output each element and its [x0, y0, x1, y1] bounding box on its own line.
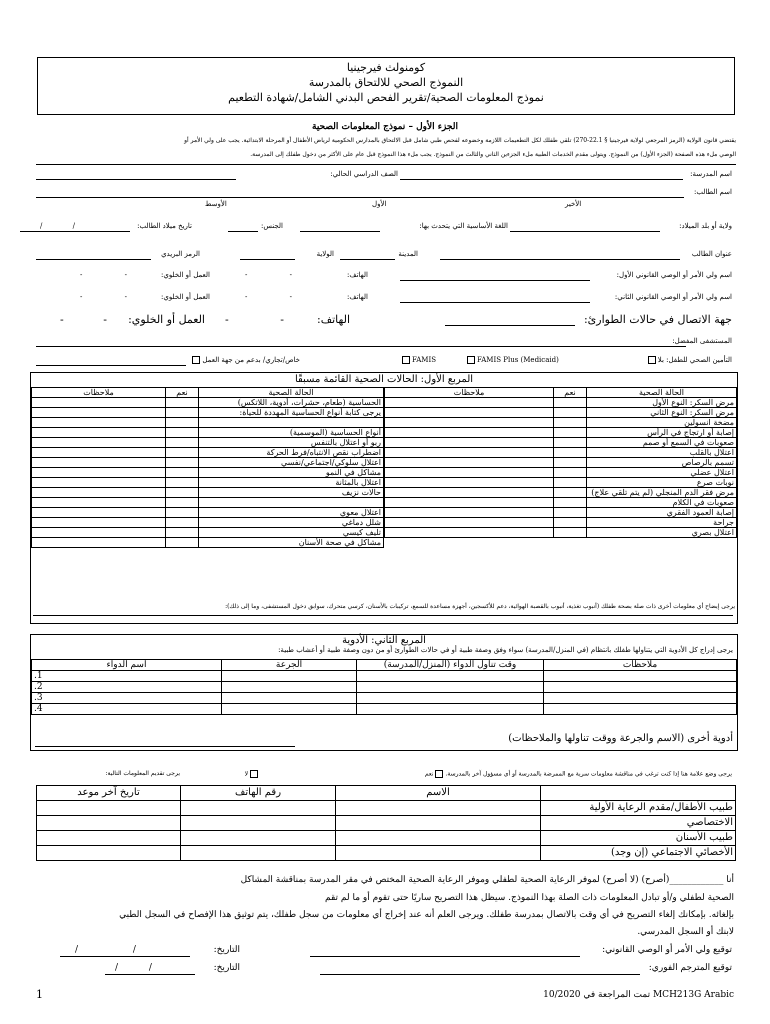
- med-notes-cell[interactable]: [544, 682, 737, 693]
- notes-cell[interactable]: [32, 468, 166, 478]
- medication-row: [32, 693, 737, 704]
- condition-label: [199, 418, 384, 428]
- yes-cell[interactable]: [554, 428, 587, 438]
- right-col-notes: ملاحظات: [385, 388, 554, 398]
- guardian2-phone-input[interactable]: - -: [245, 293, 312, 301]
- providers-table: [36, 785, 736, 861]
- med-dose-cell[interactable]: [222, 682, 357, 693]
- condition-label: [199, 498, 384, 508]
- header-line3: نموذج المعلومات الصحية/تقرير الفحص البدني الشامل/شهادة التطعيم: [228, 91, 544, 104]
- yes-cell[interactable]: [554, 448, 587, 458]
- box1: [30, 372, 738, 624]
- emergency-work-input[interactable]: - -: [60, 313, 125, 326]
- condition-label: أنواع الحساسية (الموسمية): [199, 428, 384, 438]
- condition-row: [385, 418, 737, 428]
- state-label: الولاية: [316, 250, 334, 258]
- condition-label: تليف كيسي: [199, 528, 384, 538]
- yes-cell[interactable]: [166, 448, 199, 458]
- condition-row: [385, 498, 737, 508]
- yes-cell[interactable]: [166, 508, 199, 518]
- yes-cell[interactable]: [166, 468, 199, 478]
- sig1-input[interactable]: [310, 956, 580, 957]
- condition-label: اعتلال بصري: [587, 528, 737, 538]
- condition-label: مشاكل في صحة الأسنان: [199, 538, 384, 548]
- guardian1-label: اسم ولي الأمر أو الوصي القانوني الأول:: [616, 271, 732, 279]
- med-time-cell[interactable]: [357, 693, 544, 704]
- sig2-date-line: [105, 974, 195, 975]
- consent-no-checkbox[interactable]: [250, 770, 258, 778]
- sig2-label: توقيع المترجم الفوري:: [648, 963, 732, 973]
- header-line2: النموذج الصحي للالتحاق بالمدرسة: [308, 76, 464, 89]
- yes-cell[interactable]: [554, 478, 587, 488]
- yes-cell[interactable]: [166, 428, 199, 438]
- yes-cell[interactable]: [166, 398, 199, 408]
- famis-plus-option: FAMIS Plus (Medicaid): [465, 356, 559, 365]
- sig1-date-input[interactable]: / /: [75, 945, 162, 955]
- condition-label: يرجى كتابة أنواع الحساسية المهددة للحياة:: [199, 408, 384, 418]
- meds-col-notes: ملاحظات: [544, 660, 737, 671]
- condition-row: [32, 498, 384, 508]
- emergency-label: جهة الاتصال في حالات الطوارئ:: [583, 313, 732, 326]
- consent-para1: أنا ____________(أصرح) (لا أصرح) لموفر الرعاية الصحية لطفلي وموفر الرعاية الصحية المختص في مقر المدرسة بمناقشة المشاكل: [240, 875, 734, 885]
- guardian2-phone-label: الهاتف:: [347, 293, 368, 301]
- sig1-label: توقيع ولي الأمر أو الوصي القانوني:: [602, 945, 732, 955]
- med-notes-cell[interactable]: [544, 704, 737, 715]
- consent-yes-checkbox[interactable]: [435, 770, 443, 778]
- insurance-label: التأمين الصحي للطفل: بلا: [646, 356, 732, 365]
- notes-cell[interactable]: [385, 438, 554, 448]
- header-box: [37, 57, 735, 115]
- consent-provide: يرجى تقديم المعلومات التالية:: [105, 770, 180, 777]
- condition-row: [385, 458, 737, 468]
- yes-cell[interactable]: [166, 488, 199, 498]
- language-input[interactable]: [300, 231, 380, 232]
- consent-no: لا: [245, 770, 260, 779]
- medication-row: [32, 671, 737, 682]
- notes-cell[interactable]: [385, 478, 554, 488]
- guardian2-work-label: العمل أو الخلوي:: [161, 293, 210, 301]
- condition-row: [385, 508, 737, 518]
- yes-cell[interactable]: [166, 458, 199, 468]
- notes-cell[interactable]: [32, 508, 166, 518]
- medication-row: [32, 704, 737, 715]
- provider-phone-cell[interactable]: [181, 846, 336, 861]
- med-name-cell[interactable]: .2: [32, 682, 222, 693]
- box2-title: المربع الثاني: الأدوية: [342, 635, 426, 646]
- condition-label: صعوبات في الكلام: [587, 498, 737, 508]
- condition-label: ربو أو اعتلال بالتنفس: [199, 438, 384, 448]
- notes-cell[interactable]: [32, 398, 166, 408]
- condition-row: [385, 478, 737, 488]
- condition-row: [32, 418, 384, 428]
- provider-row: [37, 801, 736, 816]
- yes-cell[interactable]: [554, 508, 587, 518]
- dob-label: تاريخ ميلاد الطالب:: [137, 222, 192, 230]
- meds-col-dose: الجرعة: [222, 660, 357, 671]
- address-input[interactable]: [440, 259, 680, 260]
- notes-cell[interactable]: [385, 428, 554, 438]
- yes-cell[interactable]: [166, 538, 199, 548]
- notes-cell[interactable]: [32, 518, 166, 528]
- meds-col-name: اسم الدواء: [32, 660, 222, 671]
- gender-input[interactable]: [228, 231, 258, 232]
- consent-question: يرجى وضع علامة هنا إذا كنت ترغب في مناقشة معلومات سرية مع الممرضة بالمدرسة أو أي مسؤول آخر بالمدرسة.نعم: [424, 770, 732, 778]
- condition-row: [32, 468, 384, 478]
- providers-col-date: تاريخ آخر موعد: [37, 786, 181, 801]
- provider-name-cell[interactable]: [336, 816, 541, 831]
- address-label: عنوان الطالب: [691, 250, 732, 258]
- condition-label: مرض السكر: النوع الثاني: [587, 408, 737, 418]
- condition-row: [385, 408, 737, 418]
- yes-cell[interactable]: [554, 468, 587, 478]
- med-name-cell[interactable]: .3: [32, 693, 222, 704]
- grade-input[interactable]: [36, 179, 236, 180]
- condition-row: [32, 438, 384, 448]
- school-name-label: اسم المدرسة:: [690, 170, 732, 178]
- condition-label: اعتلال بالقلب: [587, 448, 737, 458]
- condition-label: مضخة انسولين: [587, 418, 737, 428]
- yes-cell[interactable]: [554, 518, 587, 528]
- provider-phone-cell[interactable]: [181, 801, 336, 816]
- consent-para2: الصحية لطفلي و/أو تبادل المعلومات ذات الصلة بهذا النموذج. سيظل هذا التصريح ساريًا حتى تقوم أو ما لم تقم: [324, 893, 734, 903]
- box2-other: أدوية أخرى (الاسم والجرعة ووقت تناولها والملاحظات): [508, 733, 733, 744]
- condition-row: [32, 428, 384, 438]
- middle-name-caption: الأوسط: [205, 200, 227, 208]
- provider-label: طبيب الأسنان: [541, 831, 736, 846]
- provider-label: طبيب الأطفال/مقدم الرعاية الأولية: [541, 801, 736, 816]
- notes-cell[interactable]: [385, 508, 554, 518]
- condition-row: [385, 398, 737, 408]
- student-name-input[interactable]: [36, 197, 684, 198]
- guardian2-label: اسم ولي الأمر أو الوصي القانوني الثاني:: [614, 293, 732, 301]
- dob-input[interactable]: / /: [40, 222, 89, 230]
- condition-row: [32, 508, 384, 518]
- yes-cell[interactable]: [554, 408, 587, 418]
- box1-title: المربع الأول: الحالات الصحية القائمة مسبقًا: [294, 374, 474, 385]
- meds-table: [31, 659, 737, 715]
- box1-right-table: [384, 387, 737, 538]
- condition-label: اعتلال عضلي: [587, 468, 737, 478]
- condition-label: إصابة العمود الفقري: [587, 508, 737, 518]
- student-name-label: اسم الطالب:: [693, 188, 732, 196]
- emergency-phone-input[interactable]: - -: [225, 313, 308, 326]
- condition-label: شلل دماغي: [199, 518, 384, 528]
- guardian2-input[interactable]: [400, 302, 590, 303]
- condition-label: صعوبات في السمع أو صمم: [587, 438, 737, 448]
- notes-cell[interactable]: [32, 418, 166, 428]
- med-dose-cell[interactable]: [222, 671, 357, 682]
- provider-date-cell[interactable]: [37, 816, 181, 831]
- yes-cell[interactable]: [554, 398, 587, 408]
- condition-label: الحساسية (طعام، حشرات، أدوية، اللاتكس): [199, 398, 384, 408]
- notes-cell[interactable]: [385, 458, 554, 468]
- providers-col-phone: رقم الهاتف: [181, 786, 336, 801]
- private-option: خاص/تجاري/ بدعم من جهة العمل: [190, 356, 300, 365]
- notes-cell[interactable]: [32, 478, 166, 488]
- med-time-cell[interactable]: [357, 704, 544, 715]
- notes-cell[interactable]: [32, 448, 166, 458]
- condition-label: إصابة أو ارتجاج في الرأس: [587, 428, 737, 438]
- provider-date-cell[interactable]: [37, 846, 181, 861]
- condition-label: مرض السكر: النوع الأول: [587, 398, 737, 408]
- birth-state-label: ولاية أو بلد الميلاد:: [679, 222, 732, 230]
- condition-row: [385, 428, 737, 438]
- med-name-cell[interactable]: .1: [32, 671, 222, 682]
- insurance-none-checkbox[interactable]: [648, 356, 656, 364]
- sig1-date-line: [60, 956, 190, 957]
- yes-cell[interactable]: [166, 438, 199, 448]
- box2-intro: يرجى إدراج كل الأدوية التي يتناولها طفلك بانتظام (في المنزل/المدرسة) سواء وفق وصفة طبية أو في حالات الطوارئ أو من دون وصفة طبية أو أعشاب طبية:: [278, 646, 733, 654]
- box1-devices-text: يرجى إيضاح أي معلومات أخرى ذات صلة بصحة طفلك (أنبوب تغذية، أنبوب بالقصبة الهوائية، دعم للأكسجين، أجهزة مساعدة للسمع، تركيبات بالأسنان، كرسي متحرك، سوابق دخول المستشفى، وما إلى ذلك):: [225, 603, 735, 610]
- revision-note: MCH213G Arabic تمت المراجعة في 10/2020: [543, 990, 734, 1000]
- condition-label: تسمم بالرصاص: [587, 458, 737, 468]
- divider: [36, 164, 736, 165]
- condition-label: حالات نزيف: [199, 488, 384, 498]
- notes-cell[interactable]: [385, 498, 554, 508]
- box2: [30, 634, 738, 751]
- gender-label: الجنس:: [261, 222, 283, 230]
- page-number: 1: [36, 988, 43, 1001]
- state-input[interactable]: [240, 259, 295, 260]
- notes-cell[interactable]: [32, 428, 166, 438]
- yes-cell[interactable]: [554, 528, 587, 538]
- condition-row: [32, 448, 384, 458]
- provider-label: الاختصاصي: [541, 816, 736, 831]
- intro-line2: الوصي ملء هذه الصفحة (الجزء الأول) من النموذج. ويتولى مقدم الخدمات الطبية ملء الجزءين الثاني والثالث من النموذج. يجب ملء هذا النموذج قبل عام على الأكثر من دخول طفلك إلى المدرسة.: [250, 151, 736, 158]
- yes-cell[interactable]: [166, 418, 199, 428]
- provider-row: [37, 846, 736, 861]
- right-col-condition: الحالة الصحية: [587, 388, 737, 398]
- famis-checkbox[interactable]: [402, 356, 410, 364]
- provider-phone-cell[interactable]: [181, 816, 336, 831]
- condition-row: [32, 538, 384, 548]
- consent-para4: لابنك أو السجل المدرسي.: [637, 927, 734, 937]
- part1-title: الجزء الأول – نموذج المعلومات الصحية: [312, 122, 458, 132]
- yes-cell[interactable]: [554, 498, 587, 508]
- notes-cell[interactable]: [32, 498, 166, 508]
- intro-line1: يقتضي قانون الولاية (الرمز المرجعي لولاية فيرجينيا § 22.1-270) تلقي طفلك لكل التطعيمات اللازمة وخضوعه لفحص طبي شامل قبل الالتحاق بالمدارس الحكومية لرياض الأطفال أو المرحلة الابتدائية. يجب على ولي الأمر أو: [184, 137, 736, 144]
- dob-line: [20, 231, 130, 232]
- box1-devices-input[interactable]: [33, 615, 733, 616]
- condition-row: [385, 488, 737, 498]
- condition-row: [32, 488, 384, 498]
- med-time-cell[interactable]: [357, 682, 544, 693]
- med-name-cell[interactable]: .4: [32, 704, 222, 715]
- notes-cell[interactable]: [385, 488, 554, 498]
- yes-cell[interactable]: [166, 478, 199, 488]
- condition-label: اضطراب نقص الانتباه/فرط الحركة: [199, 448, 384, 458]
- hospital-input[interactable]: [36, 346, 686, 347]
- yes-cell[interactable]: [554, 438, 587, 448]
- consent-para3: بإلغائه. بإمكانك إلغاء التصريح في أي وقت بالاتصال بمدرسة طفلك. ويرجى العلم أنه عند إخراج أي معلومات من سجل طفلك، يتم توثيق هذا الإفصاح في السجل الطبي: [119, 910, 734, 920]
- med-dose-cell[interactable]: [222, 693, 357, 704]
- last-name-caption: الأخير: [565, 200, 582, 208]
- condition-label: اعتلال معوي: [199, 508, 384, 518]
- condition-row: [32, 518, 384, 528]
- notes-cell[interactable]: [385, 448, 554, 458]
- sig1-date-label: التاريخ:: [213, 945, 240, 955]
- emergency-phone-label: الهاتف:: [317, 313, 350, 326]
- condition-row: [385, 468, 737, 478]
- notes-cell[interactable]: [385, 468, 554, 478]
- providers-col-label: [541, 786, 736, 801]
- provider-name-cell[interactable]: [336, 846, 541, 861]
- private-input[interactable]: [36, 365, 186, 366]
- med-time-cell[interactable]: [357, 671, 544, 682]
- emergency-input[interactable]: [445, 325, 575, 326]
- language-label: اللغة الأساسية التي يتحدث بها:: [419, 222, 508, 230]
- medication-row: [32, 682, 737, 693]
- first-name-caption: الأول: [372, 200, 387, 208]
- sig2-input[interactable]: [320, 974, 640, 975]
- condition-row: [385, 438, 737, 448]
- notes-cell[interactable]: [385, 398, 554, 408]
- city-label: المدينة: [398, 250, 418, 258]
- hospital-label: المستشفى المفضل:: [672, 337, 732, 345]
- condition-label: مشاكل في النمو: [199, 468, 384, 478]
- notes-cell[interactable]: [32, 488, 166, 498]
- med-notes-cell[interactable]: [544, 693, 737, 704]
- header-line1: كومنولث فيرجينيا: [346, 61, 426, 74]
- yes-cell[interactable]: [166, 528, 199, 538]
- notes-cell[interactable]: [385, 528, 554, 538]
- guardian1-work-label: العمل أو الخلوي:: [161, 271, 210, 279]
- condition-row: [32, 408, 384, 418]
- zip-input[interactable]: [36, 259, 151, 260]
- famis-plus-checkbox[interactable]: [467, 356, 475, 364]
- condition-label: نوبات صرع: [587, 478, 737, 488]
- condition-row: [32, 458, 384, 468]
- meds-col-time: وقت تناول الدواء (المنزل/المدرسة): [357, 660, 544, 671]
- guardian1-input[interactable]: [400, 280, 590, 281]
- provider-name-cell[interactable]: [336, 831, 541, 846]
- sig2-date-label: التاريخ:: [213, 963, 240, 973]
- guardian1-work-input[interactable]: - -: [80, 271, 147, 279]
- birth-state-input[interactable]: [510, 231, 660, 232]
- med-notes-cell[interactable]: [544, 671, 737, 682]
- grade-label: الصف الدراسي الحالي:: [330, 170, 398, 178]
- condition-row: [32, 528, 384, 538]
- provider-phone-cell[interactable]: [181, 831, 336, 846]
- condition-row: [32, 478, 384, 488]
- private-checkbox[interactable]: [192, 356, 200, 364]
- left-col-yes: نعم: [166, 388, 199, 398]
- notes-cell[interactable]: [32, 438, 166, 448]
- notes-cell[interactable]: [385, 518, 554, 528]
- sig2-date-input[interactable]: / /: [115, 963, 166, 973]
- notes-cell[interactable]: [32, 528, 166, 538]
- notes-cell[interactable]: [32, 408, 166, 418]
- condition-row: [385, 448, 737, 458]
- yes-cell[interactable]: [166, 498, 199, 508]
- condition-label: اعتلال سلوكي/اجتماعي/نفسي: [199, 458, 384, 468]
- condition-label: اعتلال بالمثانة: [199, 478, 384, 488]
- guardian1-phone-label: الهاتف:: [347, 271, 368, 279]
- condition-row: [32, 398, 384, 408]
- provider-date-cell[interactable]: [37, 801, 181, 816]
- box2-other-input[interactable]: [35, 746, 295, 747]
- famis-option: FAMIS: [400, 356, 436, 365]
- notes-cell[interactable]: [385, 418, 554, 428]
- left-col-notes: ملاحظات: [32, 388, 166, 398]
- condition-row: [385, 518, 737, 528]
- zip-label: الرمز البريدي: [161, 250, 200, 258]
- provider-name-cell[interactable]: [336, 801, 541, 816]
- med-dose-cell[interactable]: [222, 704, 357, 715]
- left-col-condition: الحالة الصحية: [199, 388, 384, 398]
- guardian2-work-input[interactable]: - -: [80, 293, 147, 301]
- provider-label: الأخصائي الاجتماعي (إن وجد): [541, 846, 736, 861]
- providers-col-name: الاسم: [336, 786, 541, 801]
- yes-cell[interactable]: [166, 408, 199, 418]
- yes-cell[interactable]: [554, 458, 587, 468]
- notes-cell[interactable]: [32, 538, 166, 548]
- condition-label: مرض فقر الدم المنجلي (لم يتم تلقي علاج): [587, 488, 737, 498]
- condition-label: جراحة: [587, 518, 737, 528]
- notes-cell[interactable]: [385, 408, 554, 418]
- guardian1-phone-input[interactable]: - -: [245, 271, 312, 279]
- provider-date-cell[interactable]: [37, 831, 181, 846]
- box1-left-table: [31, 387, 384, 548]
- yes-cell[interactable]: [554, 418, 587, 428]
- yes-cell[interactable]: [554, 488, 587, 498]
- provider-row: [37, 816, 736, 831]
- right-col-yes: نعم: [554, 388, 587, 398]
- emergency-work-label: العمل أو الخلوي:: [128, 313, 205, 326]
- condition-row: [385, 528, 737, 538]
- notes-cell[interactable]: [32, 458, 166, 468]
- school-name-input[interactable]: [400, 179, 683, 180]
- city-input[interactable]: [340, 259, 395, 260]
- provider-row: [37, 831, 736, 846]
- yes-cell[interactable]: [166, 518, 199, 528]
